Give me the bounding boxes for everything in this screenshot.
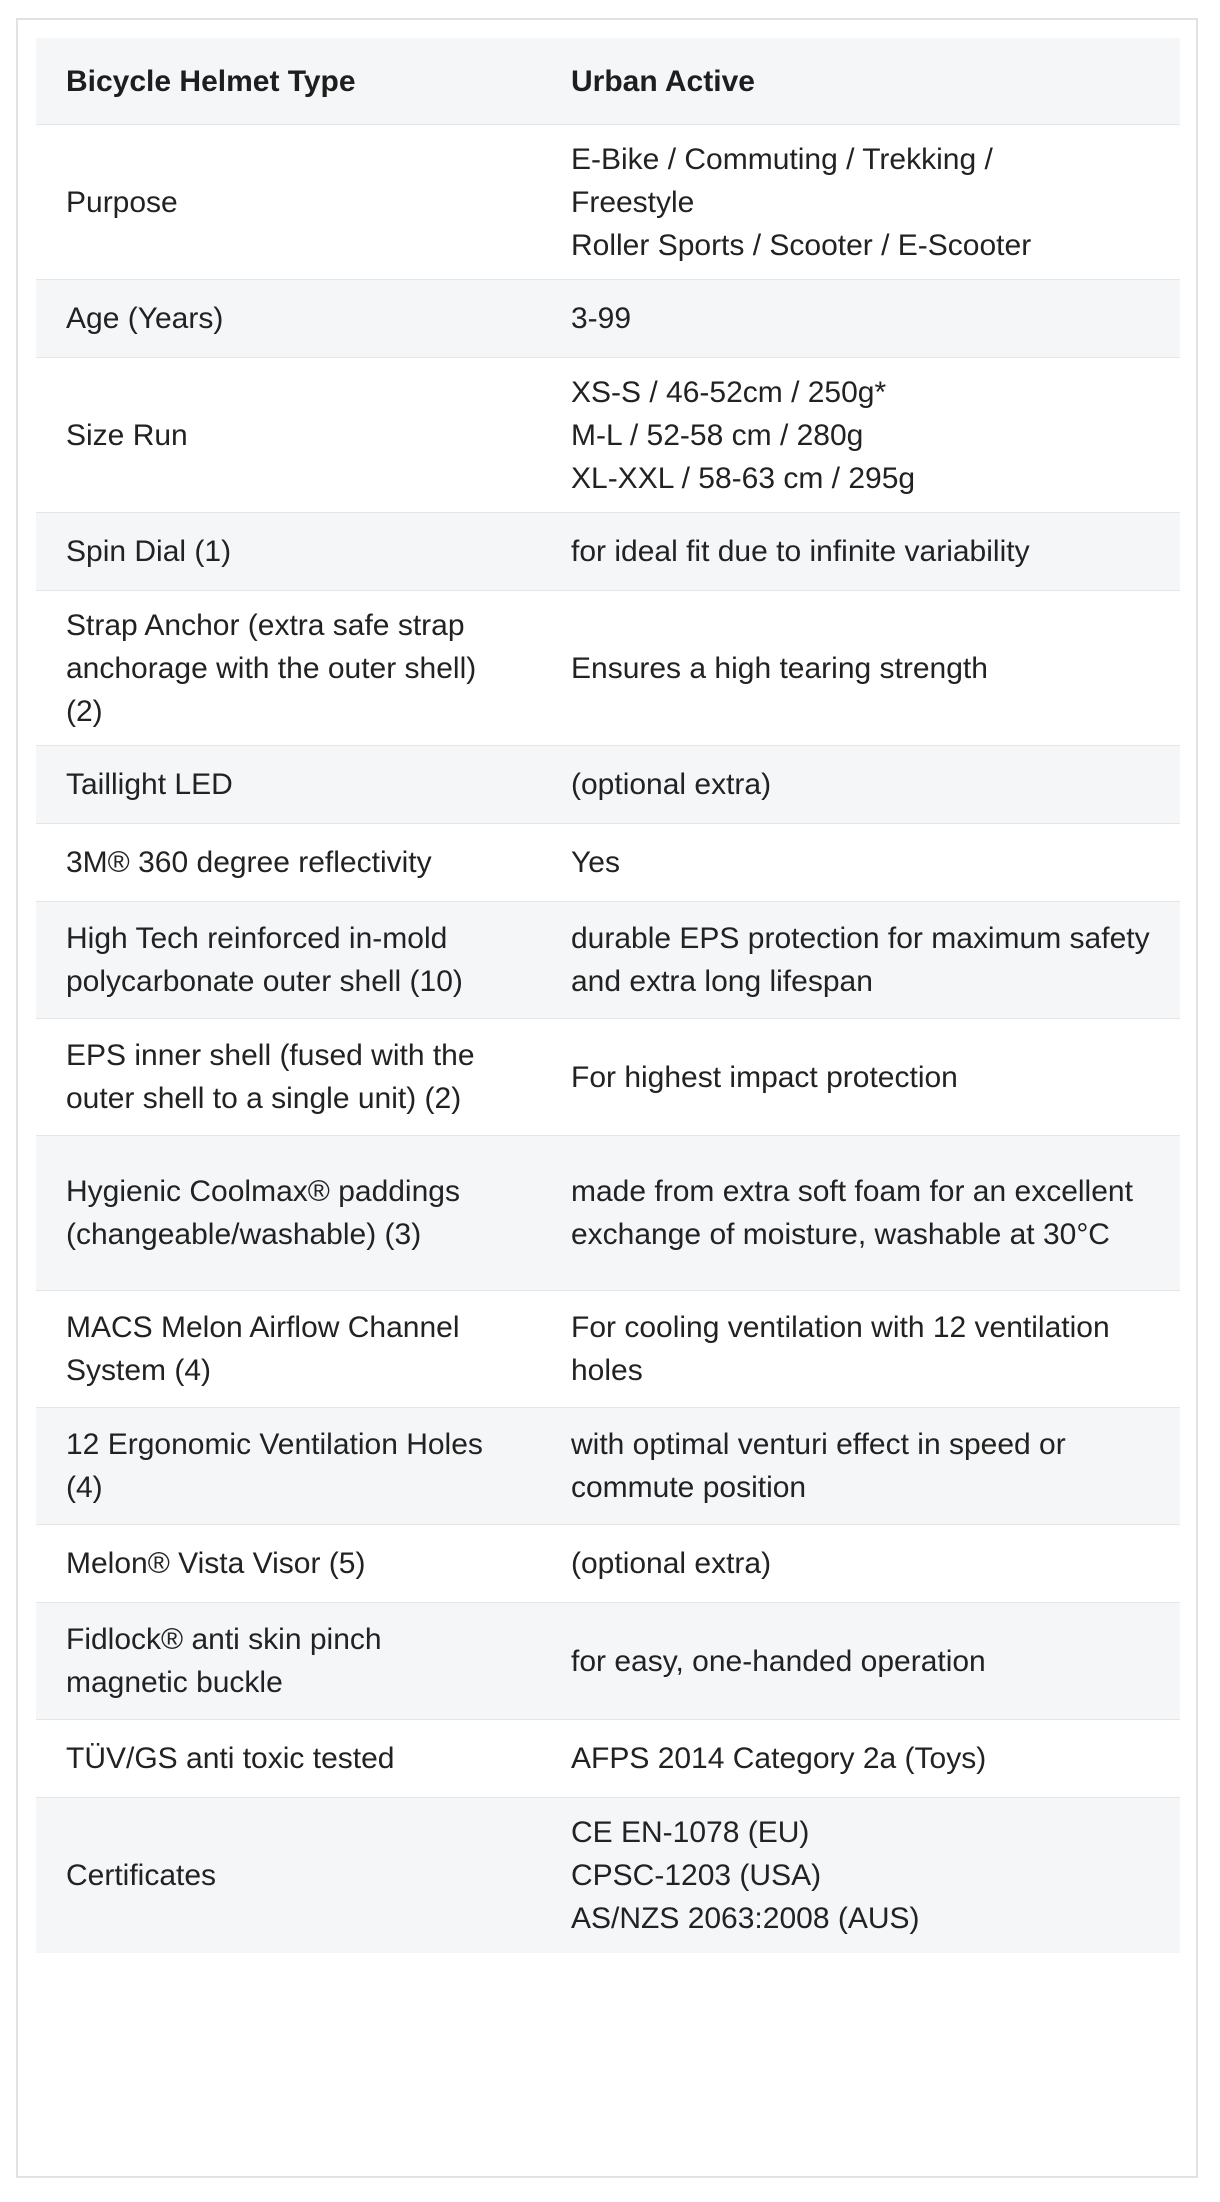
spec-value	[541, 902, 1180, 1019]
spec-value-line: CPSC-1203 (USA)	[571, 1858, 822, 1892]
spec-table-body	[36, 125, 1180, 1953]
spec-value	[541, 1720, 1180, 1798]
spec-label: EPS inner shell (fused with the outer shell to a single unit) (2)	[36, 1019, 541, 1136]
spec-label: Purpose	[36, 125, 541, 280]
table-row	[36, 1720, 1180, 1798]
table-row	[36, 1291, 1180, 1408]
spec-value-line: made from extra soft foam for an excellent exchange of moisture, washable at 30°C	[571, 1175, 1133, 1251]
spec-value-line: E-Bike / Commuting / Trekking /	[571, 142, 993, 176]
spec-label: Strap Anchor (extra safe strap anchorage with the outer shell) (2)	[36, 591, 541, 746]
spec-label: Spin Dial (1)	[36, 513, 541, 591]
spec-value-line: (optional extra)	[571, 1547, 772, 1580]
table-row	[36, 1136, 1180, 1291]
spec-value-line: M-L / 52-58 cm / 280g	[571, 418, 864, 452]
spec-value-line: for ideal fit due to infinite variability	[571, 535, 1030, 568]
spec-label: High Tech reinforced in-mold polycarbonate outer shell (10)	[36, 902, 541, 1019]
spec-value	[541, 1525, 1180, 1603]
spec-value	[541, 1408, 1180, 1525]
spec-value-line: For highest impact protection	[571, 1060, 958, 1094]
spec-value	[541, 1603, 1180, 1720]
spec-label: 3M® 360 degree reflectivity	[36, 824, 541, 902]
spec-value	[541, 1798, 1180, 1953]
spec-value	[541, 1019, 1180, 1136]
table-row	[36, 125, 1180, 280]
spec-label: Size Run	[36, 358, 541, 513]
spec-value-line: Yes	[571, 846, 620, 879]
table-row	[36, 1525, 1180, 1603]
spec-value	[541, 1291, 1180, 1408]
spec-value-line: Roller Sports / Scooter / E-Scooter	[571, 228, 1032, 262]
column-header-helmet-type: Bicycle Helmet Type	[36, 38, 541, 125]
table-row	[36, 1603, 1180, 1720]
spec-value-line: AFPS 2014 Category 2a (Toys)	[571, 1742, 987, 1775]
spec-table	[36, 38, 1180, 1953]
table-row	[36, 1408, 1180, 1525]
spec-value-line: For cooling ventilation with 12 ventilation holes	[571, 1311, 1110, 1387]
spec-value-line: AS/NZS 2063:2008 (AUS)	[571, 1901, 920, 1935]
table-row	[36, 591, 1180, 746]
spec-value-line: XS-S / 46-52cm / 250g*	[571, 375, 887, 409]
spec-value-line: Ensures a high tearing strength	[571, 651, 988, 685]
spec-label: TÜV/GS anti toxic tested	[36, 1720, 541, 1798]
table-row	[36, 746, 1180, 824]
spec-label: Fidlock® anti skin pinch magnetic buckle	[36, 1603, 541, 1720]
spec-value	[541, 280, 1180, 358]
spec-value-line: Freestyle	[571, 185, 695, 219]
spec-label: Certificates	[36, 1798, 541, 1953]
table-row	[36, 902, 1180, 1019]
spec-value-line: 3-99	[571, 302, 632, 335]
table-row	[36, 280, 1180, 358]
spec-value-line: with optimal venturi effect in speed or commute position	[571, 1428, 1066, 1504]
spec-value	[541, 358, 1180, 513]
table-row	[36, 358, 1180, 513]
spec-value	[541, 824, 1180, 902]
table-row	[36, 824, 1180, 902]
spec-value	[541, 125, 1180, 280]
spec-value	[541, 591, 1180, 746]
spec-label: 12 Ergonomic Ventilation Holes (4)	[36, 1408, 541, 1525]
spec-value-line: for easy, one-handed operation	[571, 1644, 986, 1678]
spec-label: Taillight LED	[36, 746, 541, 824]
spec-value-line: durable EPS protection for maximum safety and extra long lifespan	[571, 922, 1150, 998]
spec-value	[541, 746, 1180, 824]
table-row	[36, 1798, 1180, 1953]
table-row	[36, 513, 1180, 591]
spec-label: Hygienic Coolmax® paddings (changeable/washable) (3)	[36, 1136, 541, 1291]
spec-value-line: XL-XXL / 58-63 cm / 295g	[571, 461, 916, 495]
table-row	[36, 1019, 1180, 1136]
table-header-row	[36, 38, 1180, 125]
column-header-model: Urban Active	[541, 38, 1180, 125]
spec-label: MACS Melon Airflow Channel System (4)	[36, 1291, 541, 1408]
spec-label: Melon® Vista Visor (5)	[36, 1525, 541, 1603]
spec-value	[541, 513, 1180, 591]
spec-value	[541, 1136, 1180, 1291]
spec-label: Age (Years)	[36, 280, 541, 358]
spec-value-line: (optional extra)	[571, 768, 772, 801]
spec-value-line: CE EN-1078 (EU)	[571, 1815, 810, 1849]
